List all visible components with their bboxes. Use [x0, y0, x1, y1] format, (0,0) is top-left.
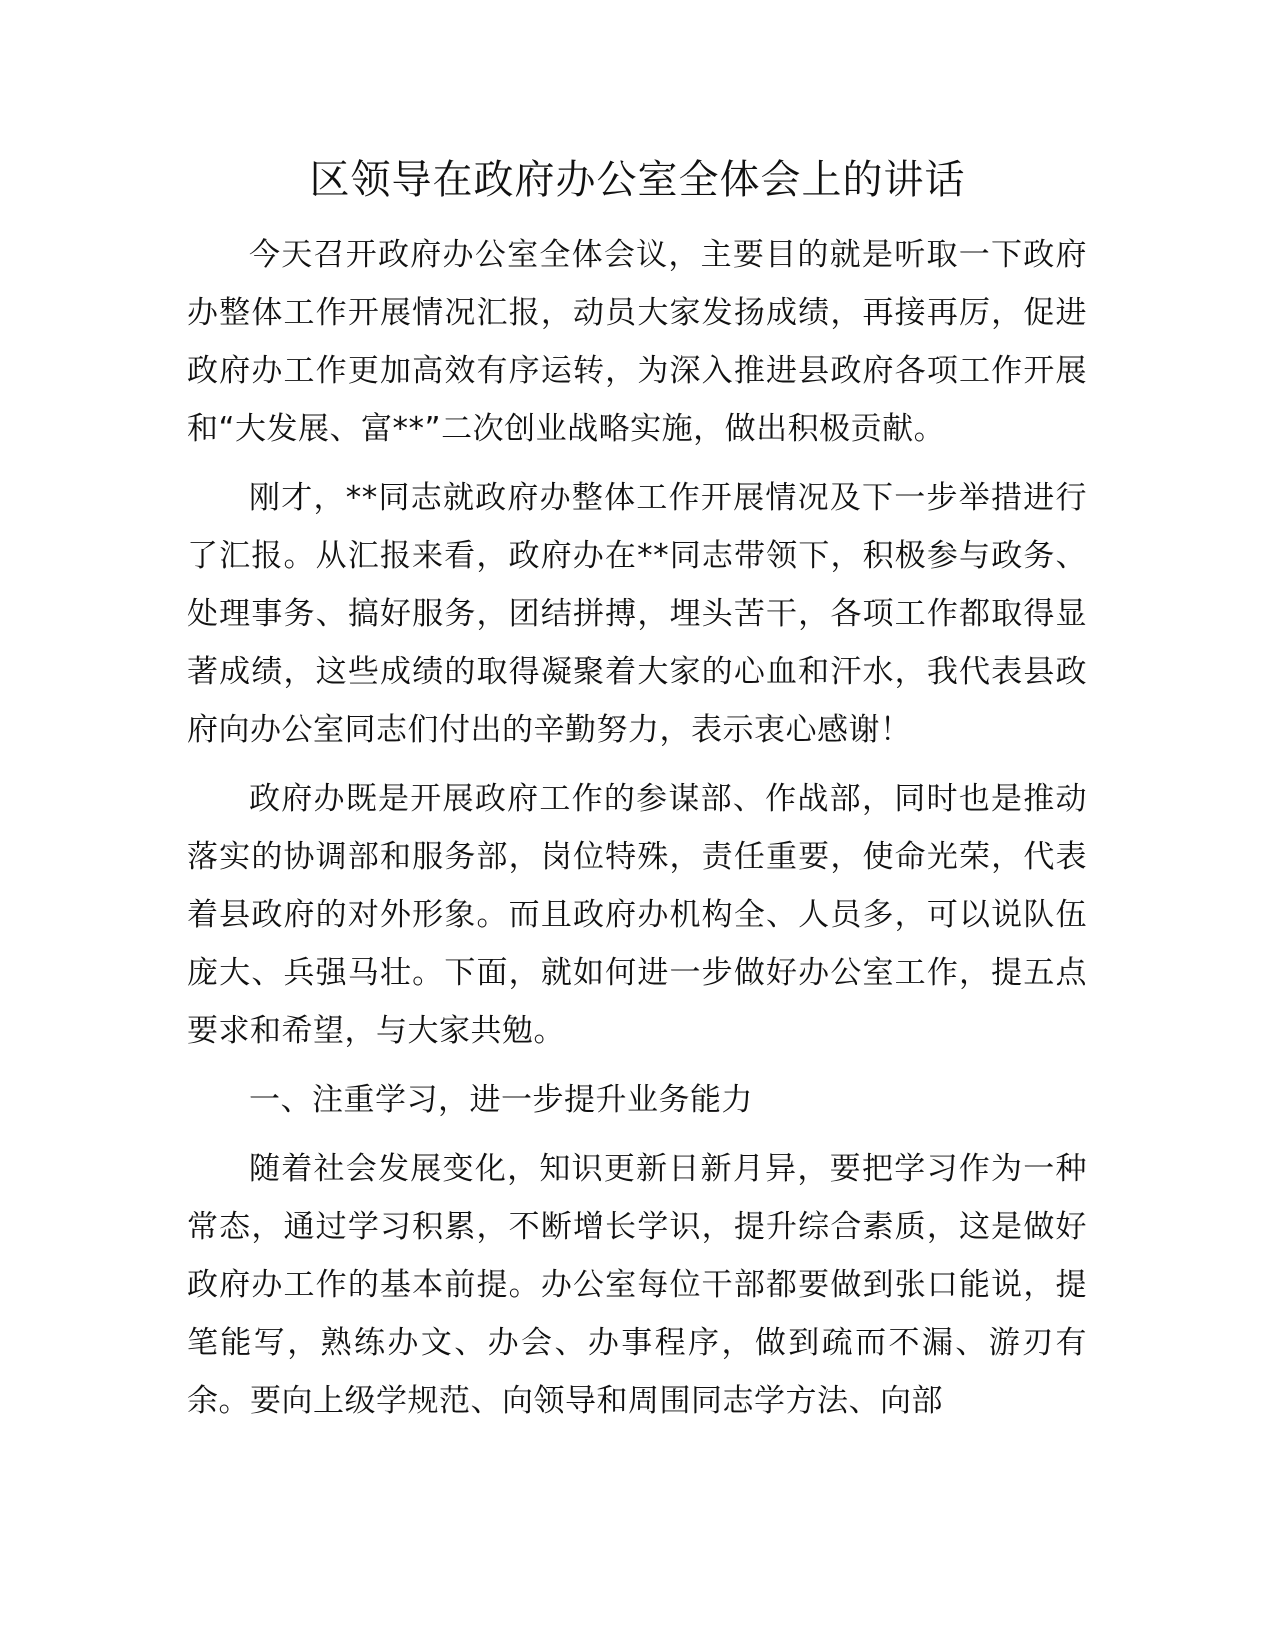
document-body	[187, 226, 1087, 1441]
paragraph-office-role: 政府办既是开展政府工作的参谋部、作战部，同时也是推动落实的协调部和服务部，岗位特殊，责任重要，使命光荣，代表着县政府的对外形象。而且政府办机构全、人员多，可以说队伍庞大、兵强马壮。下面，就如何进一步做好办公室工作，提五点要求和希望，与大家共勉。	[187, 781, 1087, 1049]
paragraph-learning: 随着社会发展变化，知识更新日新月异，要把学习作为一种常态，通过学习积累，不断增长学识，提升综合素质，这是做好政府办工作的基本前提。办公室每位干部都要做到张口能说，提笔能写，熟练办文、办会、办事程序，做到疏而不漏、游刃有余。要向上级学规范、向领导和周围同志学方法、向部	[187, 1151, 1087, 1419]
paragraph-report-review: 刚才，**同志就政府办整体工作开展情况及下一步举措进行了汇报。从汇报来看，政府办在**同志带领下，积极参与政务、处理事务、搞好服务，团结拼搏，埋头苦干，各项工作都取得显著成绩，这些成绩的取得凝聚着大家的心血和汗水，我代表县政府向办公室同志们付出的辛勤努力，表示衷心感谢！	[187, 480, 1087, 748]
paragraph-intro: 今天召开政府办公室全体会议，主要目的就是听取一下政府办整体工作开展情况汇报，动员大家发扬成绩，再接再厉，促进政府办工作更加高效有序运转，为深入推进县政府各项工作开展和“大发展、富**”二次创业战略实施，做出积极贡献。	[187, 237, 1087, 447]
section-heading-1: 一、注重学习，进一步提升业务能力	[249, 1082, 753, 1118]
document-title: 区领导在政府办公室全体会上的讲话	[309, 157, 966, 203]
